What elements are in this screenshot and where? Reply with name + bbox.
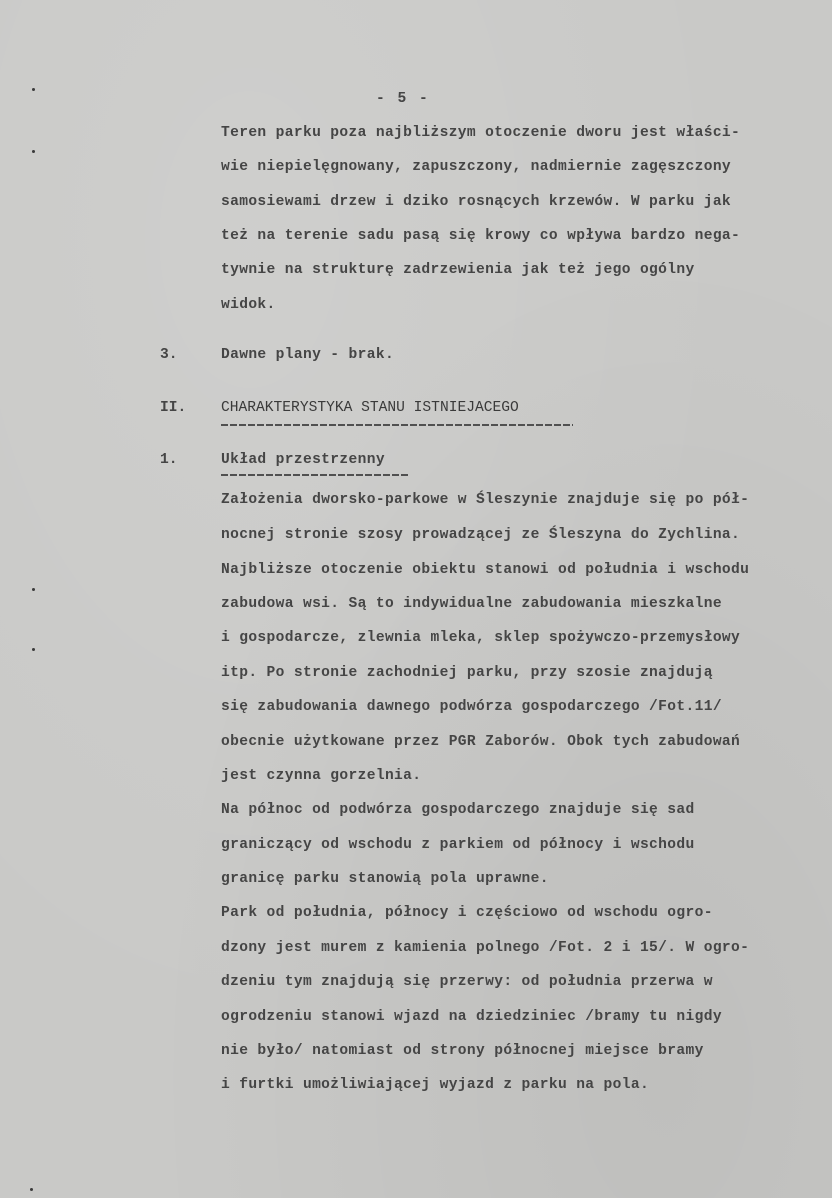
body-line: Założenia dworsko-parkowe w Śleszynie znajduje się po pół- — [221, 492, 750, 508]
intro-line: samosiewami drzew i dziko rosnących krzewów. W parku jak — [221, 194, 732, 210]
subsection-heading: Układ przestrzenny — [221, 452, 385, 468]
page-number: - 5 - — [376, 91, 430, 107]
body-line: i gospodarcze, zlewnia mleka, sklep spożywczo-przemysłowy — [221, 630, 741, 646]
intro-line: wie niepielęgnowany, zapuszczony, nadmiernie zagęszczony — [221, 159, 732, 175]
body-line: dzony jest murem z kamienia polnego /Fot. 2 i 15/. W ogro- — [221, 940, 750, 956]
item-number: 3. — [160, 347, 178, 363]
body-line: nie było/ natomiast od strony północnej miejsce bramy — [221, 1043, 704, 1059]
section-number: II. — [160, 400, 187, 416]
item-text: Dawne plany - brak. — [221, 347, 395, 363]
scan-speck — [32, 588, 35, 591]
section-heading-underline — [221, 424, 573, 426]
body-line: Na północ od podwórza gospodarczego znajduje się sad — [221, 802, 695, 818]
intro-line: też na terenie sadu pasą się krowy co wpływa bardzo nega- — [221, 228, 741, 244]
body-line: i furtki umożliwiającej wyjazd z parku na pola. — [221, 1077, 650, 1093]
body-line: Park od południa, północy i częściowo od wschodu ogro- — [221, 905, 713, 921]
intro-line: widok. — [221, 297, 276, 313]
body-line: graniczący od wschodu z parkiem od północy i wschodu — [221, 837, 695, 853]
scan-speck — [32, 648, 35, 651]
body-line: jest czynna gorzelnia. — [221, 768, 422, 784]
body-line: się zabudowania dawnego podwórza gospodarczego /Fot.11/ — [221, 699, 722, 715]
scan-speck — [32, 88, 35, 91]
body-line: obecnie użytkowane przez PGR Zaborów. Obok tych zabudowań — [221, 734, 741, 750]
body-line: ogrodzeniu stanowi wjazd na dziedziniec /bramy tu nigdy — [221, 1009, 722, 1025]
body-line: nocnej stronie szosy prowadzącej ze Śleszyna do Zychlina. — [221, 527, 741, 543]
body-line: itp. Po stronie zachodniej parku, przy szosie znajdują — [221, 665, 713, 681]
intro-line: Teren parku poza najbliższym otoczenie dworu jest właści- — [221, 125, 741, 141]
body-line: Najbliższe otoczenie obiektu stanowi od południa i wschodu — [221, 562, 750, 578]
subsection-number: 1. — [160, 452, 178, 468]
section-heading: CHARAKTERYSTYKA STANU ISTNIEJACEGO — [221, 400, 519, 416]
body-line: zabudowa wsi. Są to indywidualne zabudowania mieszkalne — [221, 596, 722, 612]
scan-speck — [30, 1188, 33, 1191]
body-line: granicę parku stanowią pola uprawne. — [221, 871, 549, 887]
body-line: dzeniu tym znajdują się przerwy: od południa przerwa w — [221, 974, 713, 990]
subsection-heading-underline — [221, 474, 408, 476]
intro-line: tywnie na strukturę zadrzewienia jak też jego ogólny — [221, 262, 695, 278]
scan-speck — [32, 150, 35, 153]
